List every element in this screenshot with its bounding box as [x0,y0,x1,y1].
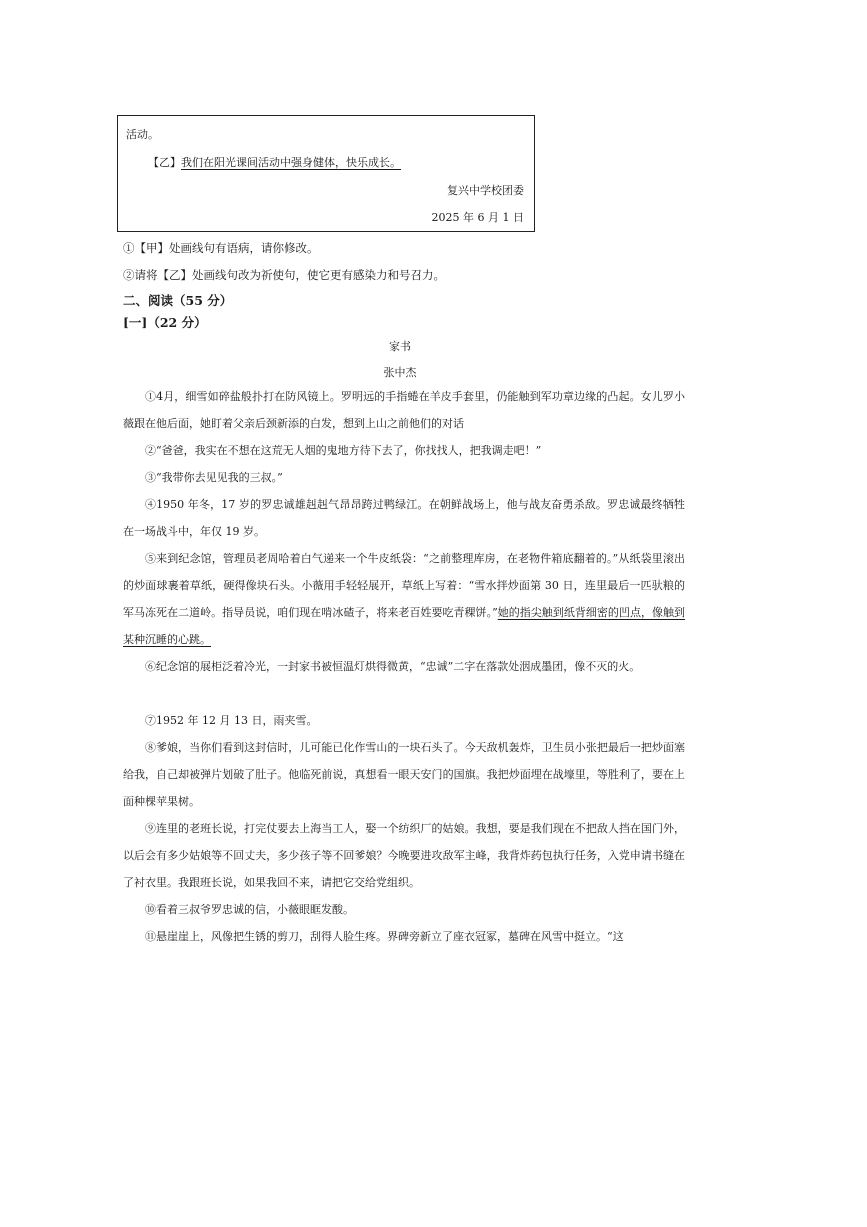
notice-line1: 活动。 [126,128,159,141]
paragraph-4: ④1950 年冬，17 岁的罗忠诚雄赳赳气昂昂跨过鸭绿江。在朝鲜战场上，他与战友奋勇杀敌。罗忠诚最终牺牲在一场战斗中，年仅 19 岁。 [123,498,685,538]
paragraph-8: ⑧爹娘，当你们看到这封信时，儿可能已化作雪山的一块石头了。今天敌机轰炸，卫生员小张把最后一把炒面塞给我，自己却被弹片划破了肚子。他临死前说，真想看一眼天安门的国旗。我把炒面埋在战壕里，等胜利了，要在上面种棵苹果树。 [123,741,685,808]
notice-box [117,115,535,232]
article-title: 家书 [389,340,411,353]
paragraph-5-text: ⑤来到纪念馆，管理员老周哈着白气递来一个牛皮纸袋：“之前整理库房，在老物件箱底翻着的。”从纸袋里滚出的炒面球裹着草纸，硬得像块石头。小薇用手轻轻展开，草纸上写着：“雪水拌炒面第 30 日，连里最后一匹驮粮的军马冻死在二道岭。指导员说，咱们现在啃冰碴子，将来老百姓要吃青稞饼。” [123,552,685,619]
question-2: ②请将【乙】处画线句改为祈使句，使它更有感染力和号召力。 [123,268,445,282]
notice-line2 [148,154,401,170]
paragraph-6: ⑥纪念馆的展柜泛着冷光，一封家书被恒温灯烘得微黄，“忠诚”二字在落款处洇成墨团，像不灭的火。 [145,660,641,673]
paragraph-7: ⑦1952 年 12 月 13 日，雨夹雪。 [145,714,318,727]
paragraph-1: ①4月，细雪如碎盐般扑打在防风镜上。罗明远的手指蜷在羊皮手套里，仍能触到军功章边缘的凸起。女儿罗小薇跟在他后面，她盯着父亲后颈新添的白发，想到上山之前他们的对话 [123,390,685,430]
paragraph-9: ⑨连里的老班长说，打完仗要去上海当工人，娶一个纺织厂的姑娘。我想，要是我们现在不把敌人挡在国门外，以后会有多少姑娘等不回丈夫，多少孩子等不回爹娘？今晚要进攻敌军主峰，我背炸药包执行任务，入党申请书缝在了衬衣里。我跟班长说，如果我回不来，请把它交给党组织。 [123,822,685,889]
article-author: 张中杰 [383,366,417,379]
section-title: 二、阅读（55 分） [123,293,233,308]
notice-underlined-sentence: 我们在阳光课间活动中强身健体，快乐成长。 [181,156,401,169]
paragraph-11: ⑪悬崖崖上，风像把生锈的剪刀，刮得人脸生疼。界碑旁新立了座衣冠冢，墓碑在风雪中挺立。“这 [145,930,624,943]
section-subtitle: [一]（22 分） [123,315,207,330]
notice-label-yi: 【乙】 [148,156,181,169]
notice-org: 复兴中学校团委 [447,184,524,197]
paragraph-3: ③“我带你去见见我的三叔。” [145,471,283,484]
paragraph-5 [123,545,685,653]
paragraph-5-underlined: 她的指尖触到纸背细密的凹点，像触到某种沉睡的心跳。 [123,606,686,646]
question-1: ①【甲】处画线句有语病，请你修改。 [123,241,319,255]
paragraph-2: ②“爸爸，我实在不想在这荒无人烟的鬼地方待下去了，你找找人，把我调走吧！” [145,444,542,457]
notice-date: 2025 年 6 月 1 日 [431,211,524,224]
paragraph-10: ⑩看着三叔爷罗忠诚的信，小薇眼眶发酸。 [145,903,354,916]
